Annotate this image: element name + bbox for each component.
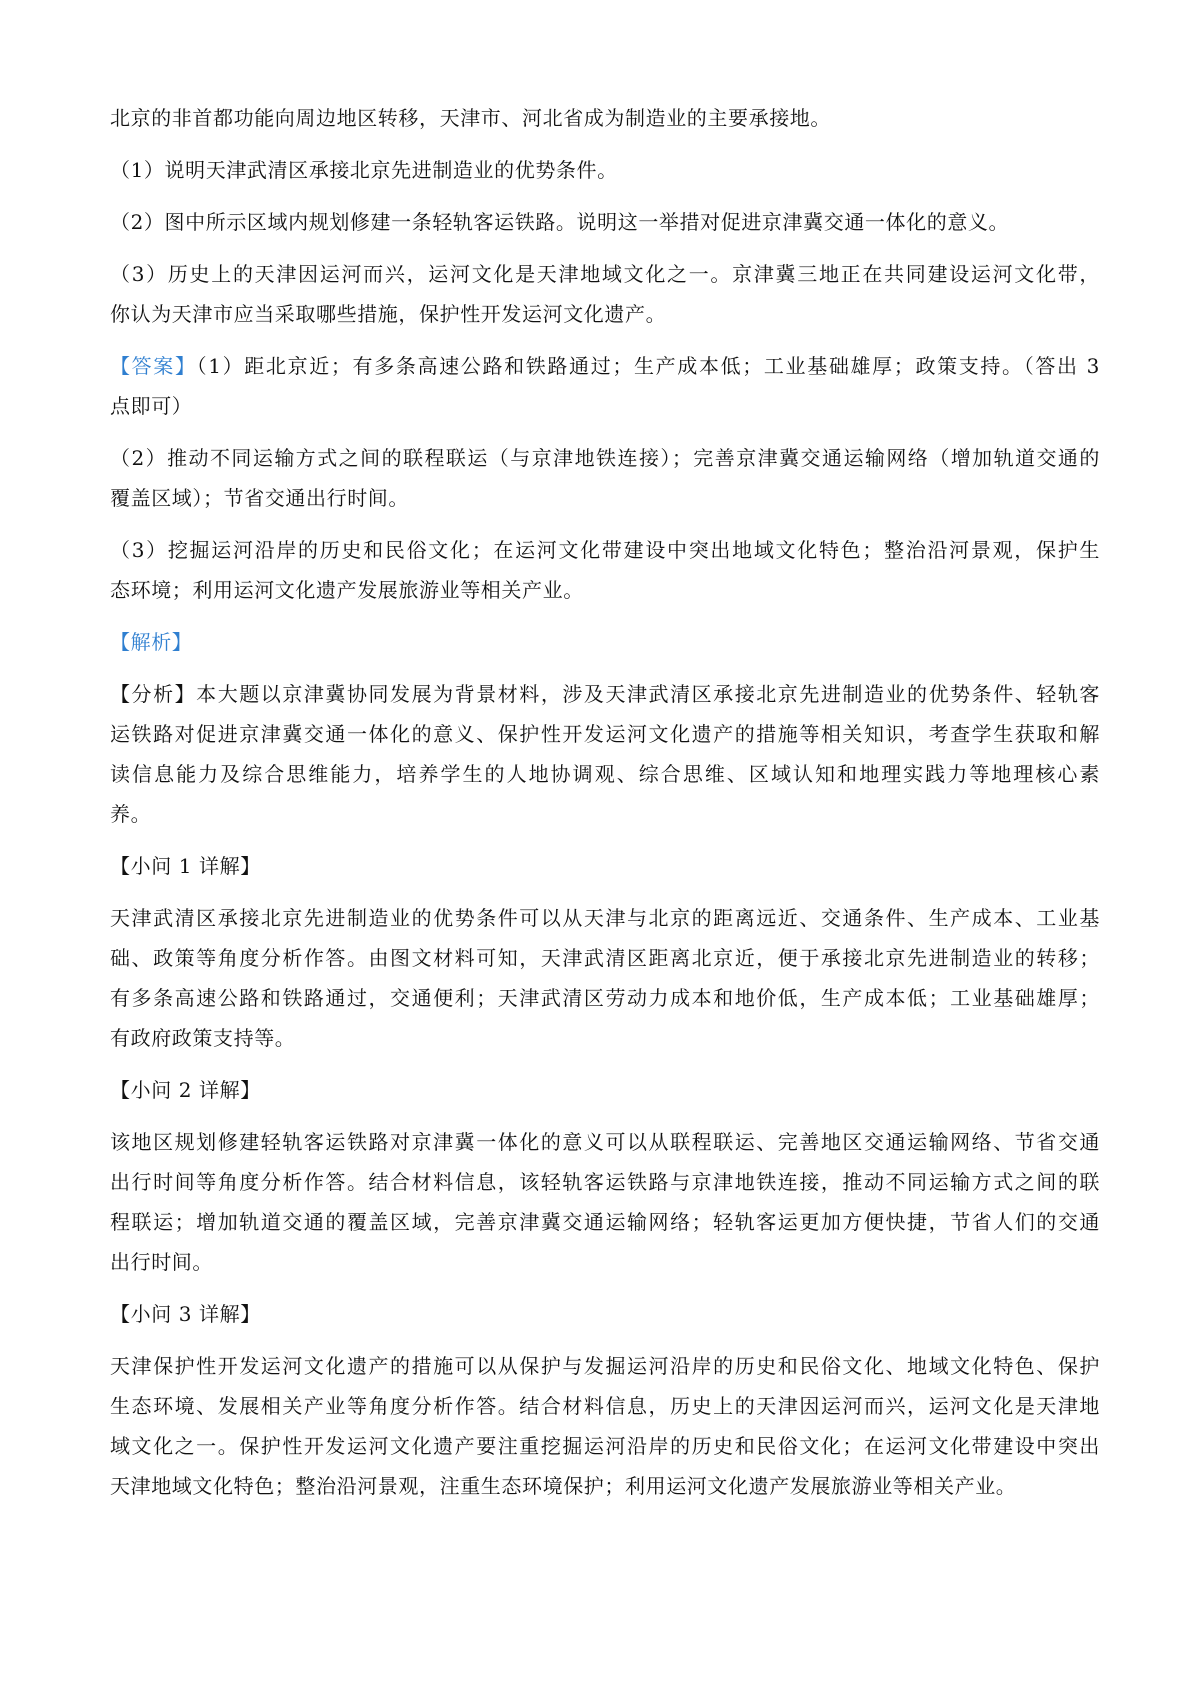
summary-line: 运铁路对促进京津冀交通一体化的意义、保护性开发运河文化遗产的措施等相关知识，考查学生获取和解 [110,722,1100,746]
sub1-line: 天津武清区承接北京先进制造业的优势条件可以从天津与北京的距离远近、交通条件、生产成本、工业基 [110,906,1100,930]
summary-line: 【分析】本大题以京津冀协同发展为背景材料，涉及天津武清区承接北京先进制造业的优势条件、轻轨客 [110,682,1100,706]
analysis-label: 【解析】 [110,630,193,654]
question-3-line-1: （3）历史上的天津因运河而兴，运河文化是天津地域文化之一。京津冀三地正在共同建设运河文化带， [110,262,1100,286]
sub1-line: 础、政策等角度分析作答。由图文材料可知，天津武清区距离北京近，便于承接北京先进制造业的转移； [110,946,1100,970]
sub2-line: 出行时间。 [110,1250,213,1274]
answer-1-line-1 [110,346,1100,386]
summary-line: 读信息能力及综合思维能力，培养学生的人地协调观、综合思维、区域认知和地理实践力等地理核心素 [110,762,1100,786]
answer-3-line-1: （3）挖掘运河沿岸的历史和民俗文化；在运河文化带建设中突出地域文化特色；整治沿河景观，保护生 [110,538,1100,562]
sub-question-1-title: 【小问 1 详解】 [110,854,261,878]
sub3-line: 域文化之一。保护性开发运河文化遗产要注重挖掘运河沿岸的历史和民俗文化；在运河文化带建设中突出 [110,1434,1100,1458]
question-3-line-2: 你认为天津市应当采取哪些措施，保护性开发运河文化遗产。 [110,302,667,326]
sub2-line: 程联运；增加轨道交通的覆盖区域，完善京津冀交通运输网络；轻轨客运更加方便快捷，节省人们的交通 [110,1210,1100,1234]
sub1-line: 有多条高速公路和铁路通过，交通便利；天津武清区劳动力成本和地价低，生产成本低；工业基础雄厚； [110,986,1100,1010]
answer-2-line-2: 覆盖区域）；节省交通出行时间。 [110,486,409,510]
sub2-line: 出行时间等角度分析作答。结合材料信息，该轻轨客运铁路与京津地铁连接，推动不同运输方式之间的联 [110,1170,1100,1194]
question-2: （2）图中所示区域内规划修建一条轻轨客运铁路。说明这一举措对促进京津冀交通一体化的意义。 [110,210,1010,234]
sub-question-2-title: 【小问 2 详解】 [110,1078,261,1102]
sub3-line: 天津地域文化特色；整治沿河景观，注重生态环境保护；利用运河文化遗产发展旅游业等相关产业。 [110,1474,1017,1498]
intro-line: 北京的非首都功能向周边地区转移，天津市、河北省成为制造业的主要承接地。 [110,106,831,130]
sub2-line: 该地区规划修建轻轨客运铁路对京津冀一体化的意义可以从联程联运、完善地区交通运输网络、节省交通 [110,1130,1100,1154]
sub3-line: 天津保护性开发运河文化遗产的措施可以从保护与发掘运河沿岸的历史和民俗文化、地域文化特色、保护 [110,1354,1100,1378]
question-1: （1）说明天津武清区承接北京先进制造业的优势条件。 [110,158,618,182]
answer-1-text: （1）距北京近；有多条高速公路和铁路通过；生产成本低；工业基础雄厚；政策支持。（答出 3 [196,354,1100,378]
sub3-line: 生态环境、发展相关产业等角度分析作答。结合材料信息，历史上的天津因运河而兴，运河文化是天津地 [110,1394,1100,1418]
answer-label: 【答案】 [110,354,197,378]
summary-line: 养。 [110,802,152,826]
sub-question-3-title: 【小问 3 详解】 [110,1302,261,1326]
document-page [110,98,1100,1506]
answer-1-line-2: 点即可） [110,394,193,418]
sub1-line: 有政府政策支持等。 [110,1026,296,1050]
answer-3-line-2: 态环境；利用运河文化遗产发展旅游业等相关产业。 [110,578,584,602]
answer-2-line-1: （2）推动不同运输方式之间的联程联运（与京津地铁连接）；完善京津冀交通运输网络（增加轨道交通的 [110,446,1100,470]
